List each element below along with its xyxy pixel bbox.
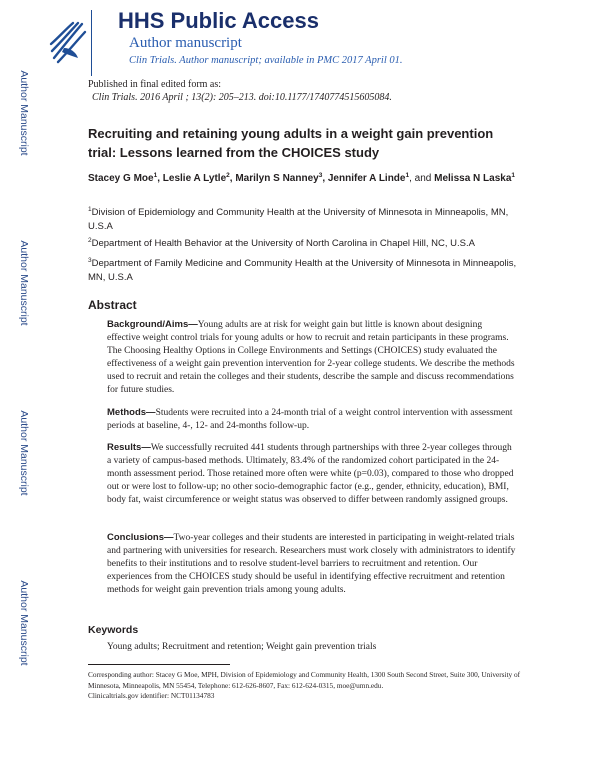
abstract-heading: Abstract [88,298,137,312]
sidebar-label: Author Manuscript [18,70,30,156]
sidebar-label: Author Manuscript [18,410,30,496]
article-title: Recruiting and retaining young adults in a weight gain prevention trial: Lessons learned from the CHOICES study [88,126,494,160]
corresponding-author: Corresponding author: Stacey G Moe, MPH, Division of Epidemiology and Community Health, 1300 South Second Street, Suite 300, University of Minnesota, Minneapolis, MN 55454, Telephone: 612-626-8607, Fax: 612-624-0315, moe@umn.edu. [88,670,521,690]
citation: Clin Trials. 2016 April ; 13(2): 205–213. doi:10.1177/1740774515605084. [92,92,392,103]
affiliation: $^3$Department of Family Medicine and Community Health at the University of Minnesota in Minneapolis, MN, U.S.A [88,257,517,283]
affiliation: $^1$Division of Epidemiology and Community Health at the University of Minnesota in Minneapolis, MN, U.S.A [88,206,509,232]
availability-line: Clin Trials. Author manuscript; available in PMC 2017 April 01. [129,55,403,66]
hhs-eagle-logo-icon [48,18,88,64]
author-name: Stacey G Moe [88,173,154,184]
publication-info [88,78,392,104]
footnote [88,670,528,702]
header-divider [91,10,92,76]
abstract-results: Results—We successfully recruited 441 students through partnerships with three 2-year colleges through a variety of campus-based methods. Ultimately, 83.4% of the randomized cohort participated in the 24-month assessment period. Those retained more often were white (p=0.03), compared to those who dropped out or were lost to follow-up; no other socio-demographic factor (e.g., gender, ethnicity, education), BMI, body fat, waist circumference or weight status was observed to differ between randomly assigned groups. [107,442,514,505]
author-name: Leslie A Lytle [162,173,227,184]
affiliation: $^2$Department of Health Behavior at the University of North Carolina in Chapel Hill, NC, U.S.A [88,237,475,249]
abstract-background: Background/Aims—Young adults are at risk for weight gain but little is known about designing effective weight control trials for young adults or how to recruit and retain participants in these programs. The Choosing Healthy Options in College Environments and Settings (CHOICES) study evaluated the effectiveness of a weight gain prevention intervention for 2-year college students. We describe the methods used to recruit and retain the colleges and their students, describe the sample and discuss recommendations for future studies. [107,319,515,395]
author-name: Jennifer A Linde [327,173,406,184]
published-label: Published in final edited form as: [88,79,222,90]
clinicaltrials-identifier: Clinicaltrials.gov identifier: NCT01134783 [88,691,215,700]
footnote-rule [88,664,230,665]
abstract-methods: Methods—Students were recruited into a 24-month trial of a weight control intervention with assessment periods at baseline, 4-, 12- and 24-months follow-up. [107,407,513,431]
keywords-text: Young adults; Recruitment and retention; Weight gain prevention trials [107,642,377,652]
author-manuscript-subtitle: Author manuscript [129,35,242,51]
author-name: Marilyn S Nanney [235,173,319,184]
sidebar-label: Author Manuscript [18,580,30,666]
author-name: Melissa N Laska [434,173,512,184]
sidebar-label: Author Manuscript [18,240,30,326]
keywords-heading: Keywords [88,624,139,636]
author-list: Stacey G Moe$^1$, Leslie A Lytle$^2$, Marilyn S Nanney$^3$, Jennifer A Linde$^1$, and Melissa N Laska$^1$ [88,172,516,184]
abstract-conclusions: Conclusions—Two-year colleges and their students are interested in participating in weight-related trials and partnering with universities for research. Researchers must work closely with administrators to identify benefits to their institutions and to resolve student-level barriers to recruitment and retention. Our experiences from the CHOICES study should be useful in identifying effective recruitment and retention methods for weight gain prevention trials among young adults. [107,532,516,595]
hhs-public-access-title: HHS Public Access [118,8,319,33]
